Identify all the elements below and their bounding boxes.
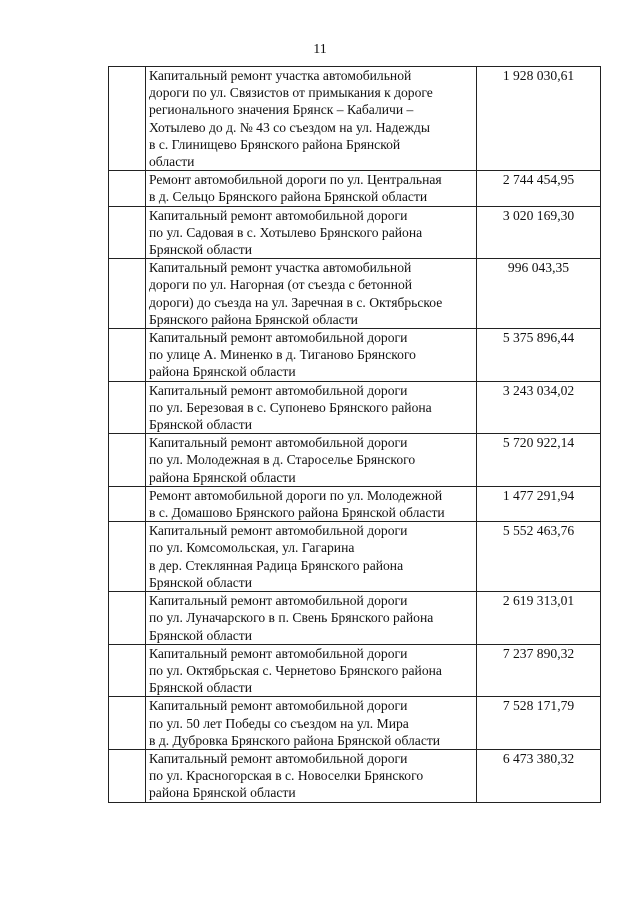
- row-number-cell: [109, 329, 146, 382]
- description-line: области: [149, 154, 195, 170]
- table-row: [109, 206, 601, 259]
- description-line: по ул. Октябрьская с. Чернетово Брянского района: [149, 662, 442, 678]
- amount-cell: 3 243 034,02: [477, 381, 601, 434]
- row-number-cell: [109, 644, 146, 697]
- table-row: [109, 381, 601, 434]
- description-line: в с. Домашово Брянского района Брянской области: [149, 505, 445, 521]
- description-line: Брянской области: [149, 627, 252, 643]
- amount-cell: 7 528 171,79: [477, 697, 601, 750]
- row-number-cell: [109, 434, 146, 487]
- amount-cell: 1 477 291,94: [477, 486, 601, 521]
- description-line: района Брянской области: [149, 364, 296, 380]
- description-line: Капитальный ремонт автомобильной дороги: [149, 330, 408, 346]
- row-number-cell: [109, 522, 146, 592]
- description-cell: [146, 522, 477, 592]
- table-row: [109, 329, 601, 382]
- description-line: по ул. Березовая в с. Супонево Брянского района: [149, 399, 432, 415]
- table-row: [109, 434, 601, 487]
- amount-cell: 5 720 922,14: [477, 434, 601, 487]
- amount-cell: 5 375 896,44: [477, 329, 601, 382]
- amount-cell: 996 043,35: [477, 259, 601, 329]
- description-cell: [146, 329, 477, 382]
- description-line: в дер. Стеклянная Радица Брянского района: [149, 557, 404, 573]
- description-line: Капитальный ремонт автомобильной дороги: [149, 207, 408, 223]
- description-cell: [146, 259, 477, 329]
- row-number-cell: [109, 486, 146, 521]
- description-line: по ул. 50 лет Победы со съездом на ул. Мира: [149, 715, 409, 731]
- description-cell: [146, 171, 477, 206]
- description-line: по улице А. Миненко в д. Тиганово Брянского: [149, 347, 416, 363]
- row-number-cell: [109, 259, 146, 329]
- description-cell: [146, 434, 477, 487]
- row-number-cell: [109, 171, 146, 206]
- description-line: Хотылево до д. № 43 со съездом на ул. Надежды: [149, 119, 430, 135]
- amount-cell: 2 619 313,01: [477, 592, 601, 645]
- description-line: по ул. Садовая в с. Хотылево Брянского района: [149, 224, 423, 240]
- amount-cell: 3 020 169,30: [477, 206, 601, 259]
- description-cell: [146, 206, 477, 259]
- amount-cell: 6 473 380,32: [477, 749, 601, 802]
- row-number-cell: [109, 749, 146, 802]
- description-cell: [146, 67, 477, 171]
- description-cell: [146, 749, 477, 802]
- description-line: Ремонт автомобильной дороги по ул. Молодежной: [149, 487, 443, 503]
- description-cell: [146, 644, 477, 697]
- table-row: [109, 644, 601, 697]
- description-line: Капитальный ремонт автомобильной дороги: [149, 523, 408, 539]
- row-number-cell: [109, 67, 146, 171]
- amount-cell: 1 928 030,61: [477, 67, 601, 171]
- table-row: [109, 697, 601, 750]
- description-cell: [146, 592, 477, 645]
- description-line: по ул. Красногорская в с. Новоселки Брянского: [149, 768, 424, 784]
- description-line: в с. Глинищево Брянского района Брянской: [149, 136, 401, 152]
- row-number-cell: [109, 697, 146, 750]
- page-number: 11: [313, 42, 327, 57]
- description-line: дороги по ул. Связистов от примыкания к дороге: [149, 85, 433, 101]
- description-line: Брянской области: [149, 417, 252, 433]
- description-line: Капитальный ремонт автомобильной дороги: [149, 435, 408, 451]
- description-line: района Брянской области: [149, 469, 296, 485]
- description-line: Брянского района Брянской области: [149, 311, 358, 327]
- description-line: дороги) до съезда на ул. Заречная в с. Октябрьское: [149, 294, 443, 310]
- description-line: Капитальный ремонт автомобильной дороги: [149, 645, 408, 661]
- description-line: Капитальный ремонт автомобильной дороги: [149, 750, 408, 766]
- description-line: Ремонт автомобильной дороги по ул. Центральная: [149, 172, 442, 188]
- description-line: регионального значения Брянск – Кабаличи –: [149, 102, 414, 118]
- table-row: [109, 171, 601, 206]
- description-line: в д. Дубровка Брянского района Брянской области: [149, 732, 441, 748]
- description-line: по ул. Молодежная в д. Староселье Брянского: [149, 452, 416, 468]
- description-line: Капитальный ремонт автомобильной дороги: [149, 698, 408, 714]
- table-row: [109, 522, 601, 592]
- amount-cell: 2 744 454,95: [477, 171, 601, 206]
- table-row: [109, 259, 601, 329]
- description-cell: [146, 697, 477, 750]
- roads-repair-table: [108, 66, 601, 803]
- row-number-cell: [109, 206, 146, 259]
- row-number-cell: [109, 381, 146, 434]
- description-line: по ул. Комсомольская, ул. Гагарина: [149, 540, 355, 556]
- amount-cell: 7 237 890,32: [477, 644, 601, 697]
- table-row: [109, 749, 601, 802]
- description-cell: [146, 486, 477, 521]
- description-line: Капитальный ремонт автомобильной дороги: [149, 382, 408, 398]
- description-line: Капитальный ремонт участка автомобильной: [149, 68, 412, 83]
- table-row: [109, 592, 601, 645]
- description-line: по ул. Луначарского в п. Свень Брянского района: [149, 610, 434, 626]
- description-line: в д. Сельцо Брянского района Брянской области: [149, 189, 428, 205]
- description-line: района Брянской области: [149, 785, 296, 801]
- description-line: Брянской области: [149, 680, 252, 696]
- description-line: дороги по ул. Нагорная (от съезда с бетонной: [149, 277, 413, 293]
- table-row: [109, 486, 601, 521]
- description-line: Капитальный ремонт автомобильной дороги: [149, 593, 408, 609]
- description-line: Брянской области: [149, 242, 252, 258]
- amount-cell: 5 552 463,76: [477, 522, 601, 592]
- table-row: [109, 67, 601, 171]
- description-line: Брянской области: [149, 574, 252, 590]
- description-cell: [146, 381, 477, 434]
- row-number-cell: [109, 592, 146, 645]
- description-line: Капитальный ремонт участка автомобильной: [149, 260, 412, 276]
- table-body: [109, 67, 601, 803]
